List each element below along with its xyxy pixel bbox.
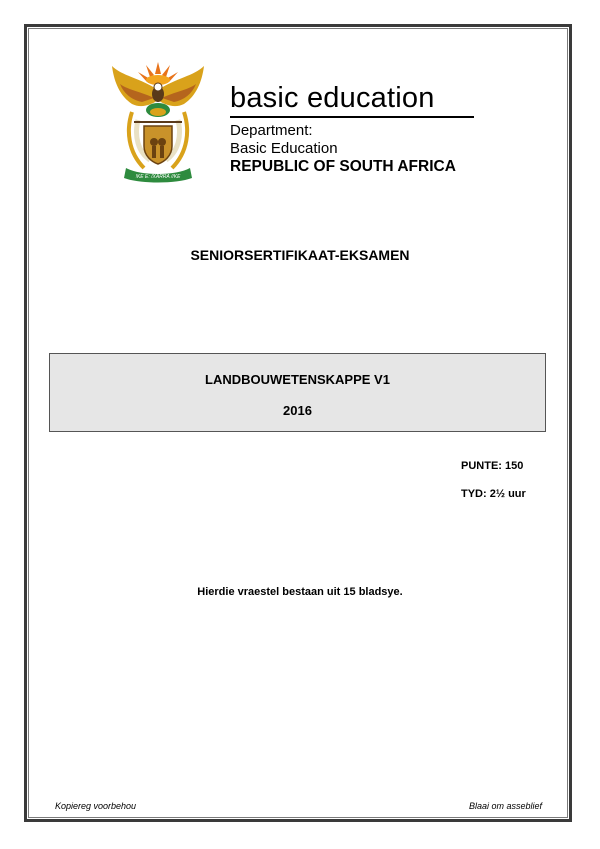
exam-title: SENIORSERTIFIKAAT-EKSAMEN (190, 247, 410, 263)
copyright-notice: Kopiereg voorbehou (55, 801, 137, 811)
department-label: Department: (230, 122, 313, 139)
svg-text:!KE E: /XARRA //KE: !KE E: /XARRA //KE (135, 174, 181, 180)
department-name: Basic Education (230, 140, 338, 157)
turn-over-note: Blaai om asseblief (468, 801, 542, 811)
country-name: REPUBLIC OF SOUTH AFRICA (230, 158, 456, 175)
page-count-note: Hierdie vraestel bestaan uit 15 bladsye. (197, 586, 403, 598)
exam-duration: TYD: 2½ uur (461, 488, 526, 500)
brand-block (230, 84, 435, 113)
exam-year: 2016 (283, 403, 312, 418)
subject-title: LANDBOUWETENSKAPPE V1 (205, 372, 390, 387)
coat-of-arms-icon (110, 60, 206, 184)
total-marks: PUNTE: 150 (461, 460, 524, 472)
department-block (230, 122, 456, 176)
subject-box (49, 353, 546, 432)
brand-underline (230, 116, 474, 118)
brand-name: basic education (230, 82, 435, 114)
